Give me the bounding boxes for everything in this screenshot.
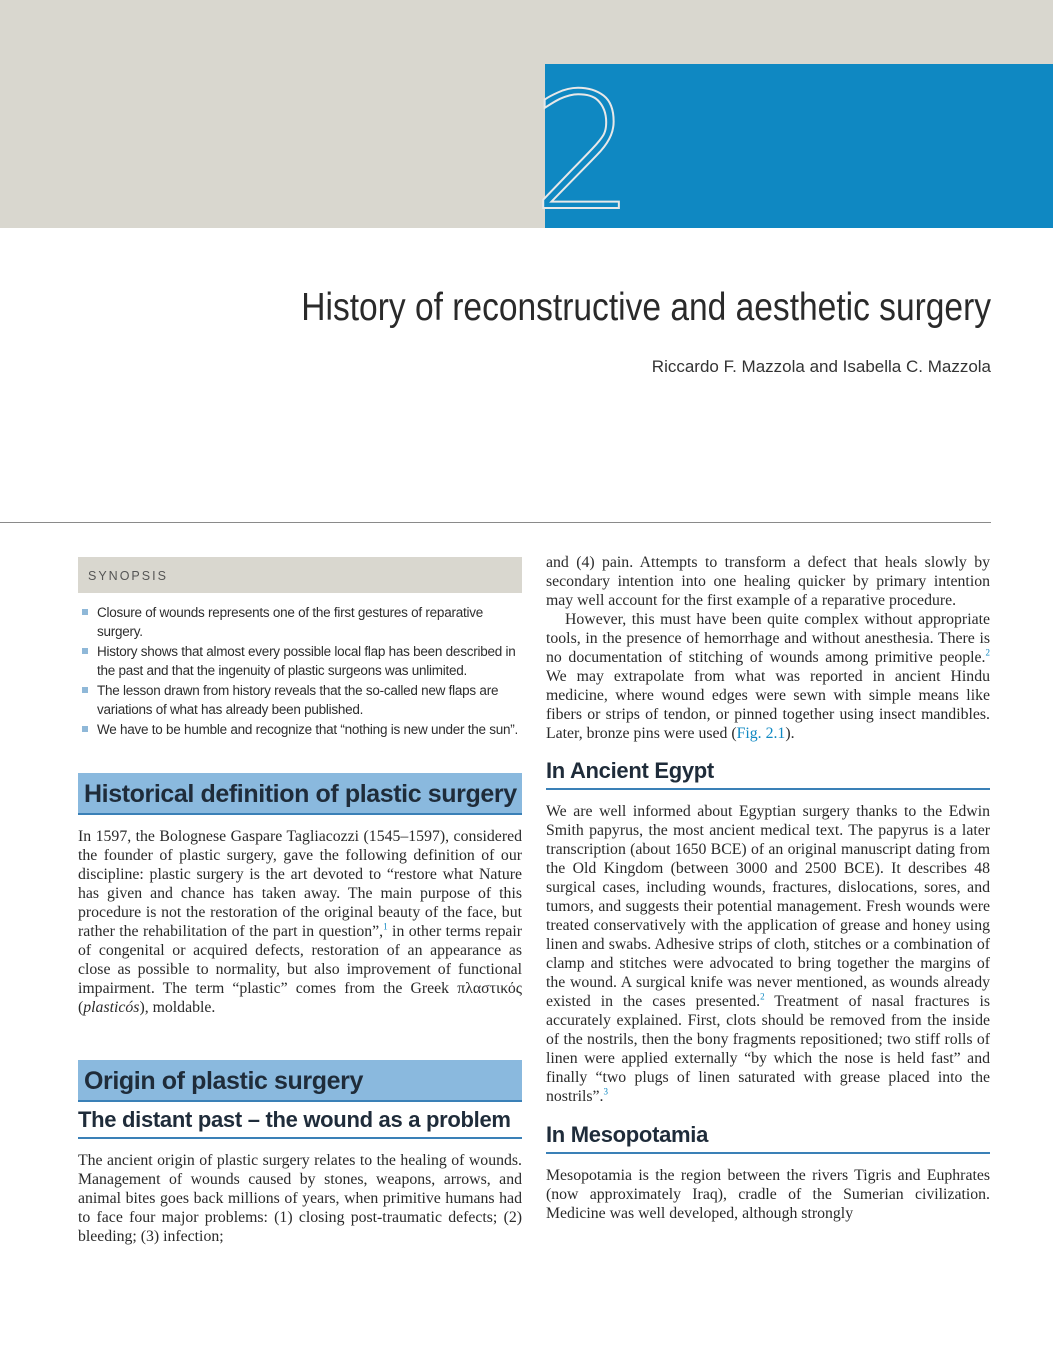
square-bullet-icon (82, 687, 88, 693)
section-heading-origin: Origin of plastic surgery (78, 1060, 522, 1102)
right-column (546, 553, 990, 1223)
mesopotamia-paragraph: Mesopotamia is the region between the rivers Tigris and Euphrates (now approximately Iraq), cradle of the Sumerian civilization. Medicine was well developed, although strongly (546, 1167, 990, 1222)
chapter-number: 2 (532, 59, 632, 247)
reference-link[interactable]: 1 (383, 921, 388, 932)
chapter-authors: Riccardo F. Mazzola and Isabella C. Mazzola (651, 357, 991, 376)
subheading-distant-past: The distant past – the wound as a problem (78, 1107, 522, 1139)
synopsis-item: We have to be humble and recognize that “nothing is new under the sun”. (78, 720, 522, 739)
subheading-mesopotamia: In Mesopotamia (546, 1122, 990, 1154)
origin-paragraph-1: The ancient origin of plastic surgery relates to the healing of wounds. Management of wounds caused by stones, weapons, arrows, and animal bites goes back millions of years, when primitive humans had to face four major problems: (1) closing post-traumatic defects; (2) bleeding; (3) infection; (78, 1152, 522, 1245)
chapter-number-block (532, 59, 1053, 247)
square-bullet-icon (82, 609, 88, 615)
left-column (78, 557, 522, 1246)
square-bullet-icon (82, 726, 88, 732)
origin-paragraph-2: and (4) pain. Attempts to transform a defect that heals slowly by secondary intention into one healing quicker by primary intention may well account for the first example of a reparative procedure. (546, 554, 990, 609)
synopsis-list (78, 603, 522, 739)
subheading-egypt: In Ancient Egypt (546, 758, 990, 790)
reference-link[interactable]: 3 (603, 1086, 608, 1097)
section-heading-definition: Historical definition of plastic surgery (78, 773, 522, 815)
reference-link[interactable]: 2 (985, 647, 990, 658)
synopsis-item: Closure of wounds represents one of the first gestures of reparative surgery. (78, 603, 522, 641)
origin-paragraph-3: However, this must have been quite complex without appropriate tools, in the presence of hemorrhage and without anesthesia. There is no documentation of stitching of wounds among primitive people.$^2$ We may extrapolate from what was reported in ancient Hindu medicine, where wound edges were sewn with simple means like fibers or strips of tendon, or pinned together using insect mandibles. Later, bronze pins were used (Fig. 2.1). (546, 611, 990, 742)
figure-link[interactable]: Fig. 2.1 (736, 725, 786, 742)
synopsis-heading: SYNOPSIS (78, 557, 522, 593)
header-divider (0, 522, 991, 523)
reference-link[interactable]: 2 (760, 991, 765, 1002)
synopsis-item: The lesson drawn from history reveals that the so-called new flaps are variations of what has already been published. (78, 681, 522, 719)
chapter-title: History of reconstructive and aesthetic surgery (301, 286, 991, 329)
definition-paragraph: In 1597, the Bolognese Gaspare Tagliacozzi (1545–1597), considered the founder of plastic surgery, gave the following definition of our discipline: plastic surgery is the art devoted to “restore what Nature has given and chance has taken away. The main purpose of this procedure is not the restoration of the original beauty of the face, but rather the rehabilitation of the part in question”,$^1$ in other terms repair of congenital or acquired defects, restoration of an appearance as close as possible to normality, but also improvement of functional impairment. The term “plastic” comes from the Greek πλαστικός (plasticós), moldable. (78, 828, 522, 1016)
synopsis-item: History shows that almost every possible local flap has been described in the past and that the ingenuity of plastic surgeons was unlimited. (78, 642, 522, 680)
egypt-paragraph: We are well informed about Egyptian surgery thanks to the Edwin Smith papyrus, the most ancient medical text. The papyrus is a later transcription (about 1650 BCE) of an original manuscript dating from the Old Kingdom (between 3000 and 2500 BCE). It describes 48 surgical cases, including wounds, fractures, dislocations, sores, and tumors, and suggests their potential management. Fresh wounds were treated conservatively with the application of grease and honey using linen and swabs. Adhesive strips of cloth, stitches or a combination of clamp and stitches were advocated to bring together the margins of the wound. A surgical knife was never mentioned, as wounds already existed in the cases presented.$^2$ Treatment of nasal fractures is accurately explained. First, clots should be removed from the inside of the nostrils, then the bony fragments repositioned; two stiff rolls of linen were applied externally “by which the nose is held fast” and finally “two plugs of linen saturated with grease placed into the nostrils”.$^3$ (546, 803, 991, 1105)
square-bullet-icon (82, 648, 88, 654)
